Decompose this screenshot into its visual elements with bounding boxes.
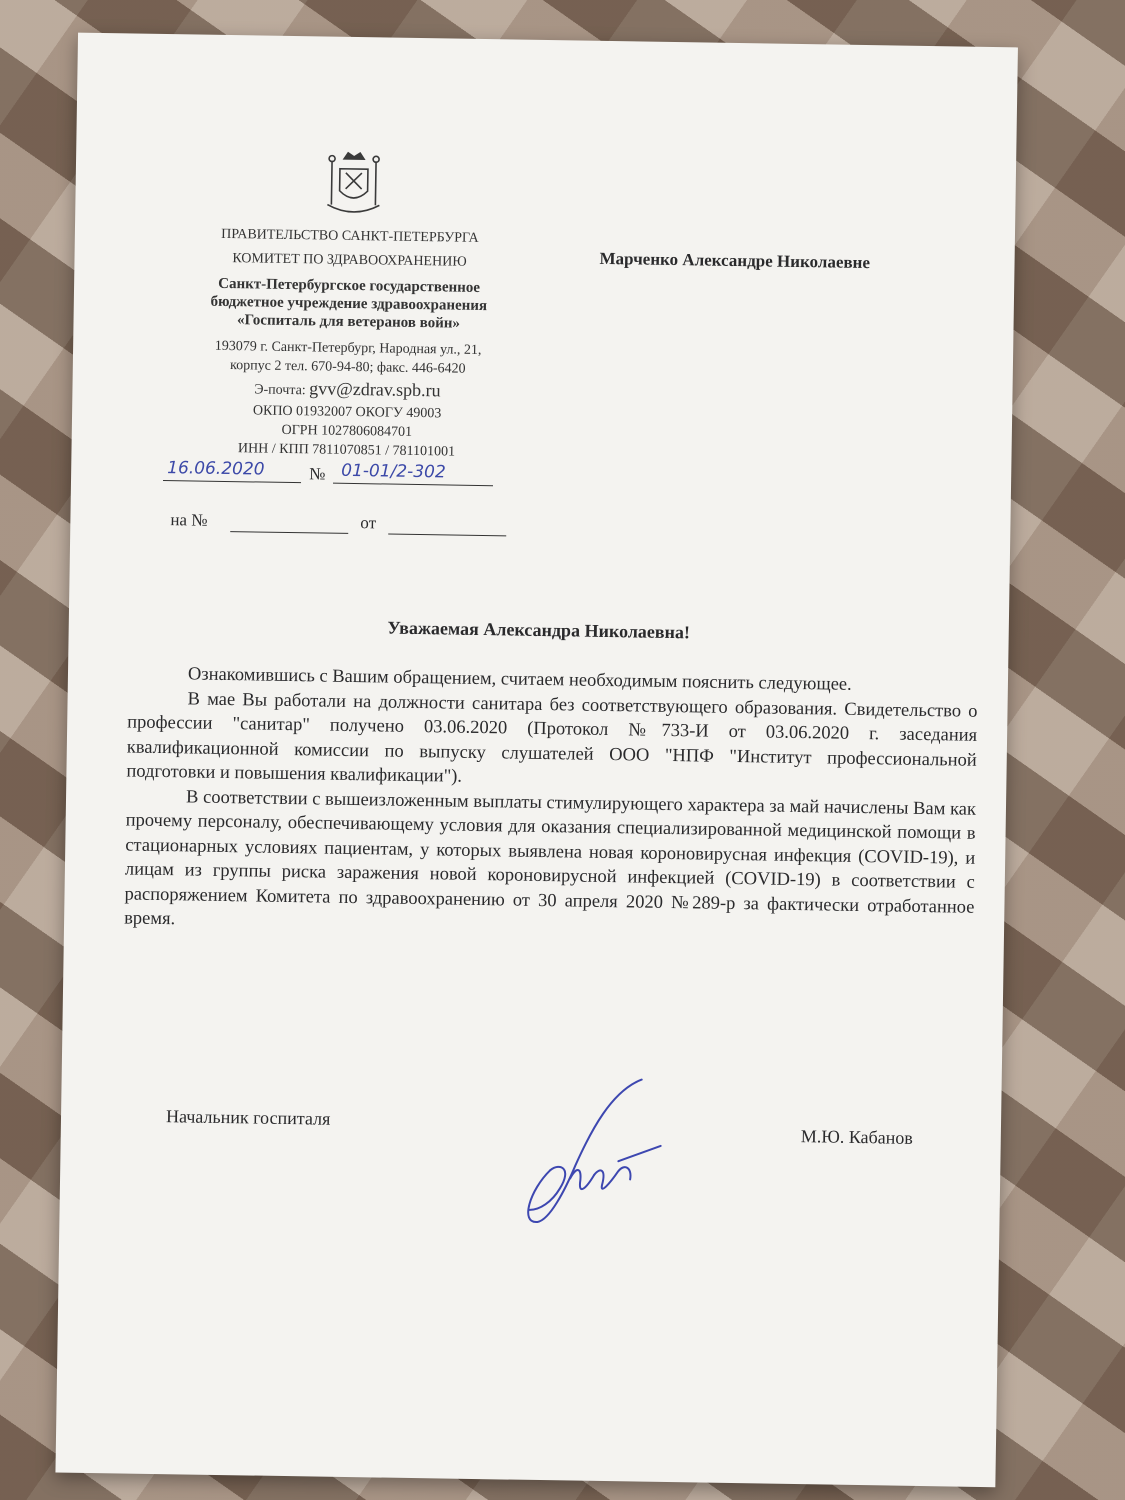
okpo-line: ОКПО 01932007 ОКОГУ 49003: [252, 403, 442, 422]
address-line1: 193079 г. Санкт-Петербург, Народная ул., 21,: [214, 338, 482, 358]
paragraph-1: Ознакомившись с Вашим обращением, считаем необходимым пояснить следующее.: [187, 664, 852, 695]
date-underline: [163, 480, 301, 483]
number-underline: [333, 483, 493, 487]
coat-of-arms-icon: [325, 149, 382, 218]
inn-line: ИНН / КПП 7811070851 / 781101001: [237, 441, 456, 460]
address-line2: корпус 2 тел. 670-94-80; факс. 446-6420: [229, 358, 466, 377]
letter-body: [124, 661, 978, 944]
committee-name: КОМИТЕТ ПО ЗДРАВООХРАНЕНИЮ: [232, 251, 467, 270]
org-name-line1: Санкт-Петербургское государственное: [218, 275, 481, 296]
org-name-line3: «Госпиталь для ветеранов войн»: [236, 312, 461, 332]
number-sign: №: [309, 464, 326, 484]
addressee: Марченко Александре Николаевне: [599, 248, 871, 273]
letter-page: [55, 33, 1018, 1488]
email-address: gvv@zdrav.spb.ru: [309, 378, 441, 401]
ref-date-label: от: [360, 513, 377, 533]
ref-number-label: на №: [170, 510, 208, 530]
greeting: Уважаемая Александра Николаевна!: [387, 617, 691, 643]
paragraph-3: В соответствии с вышеизложенным выплаты стимулирующего характера за май начислены Вам как прочему персоналу, обеспечивающему условия для оказания специализированной медицинской помощи в стационарных условиях пациентам, у которых выявлена новая короновирусная инфекция (COVID-19), и лицам из группы риска заражения новой короновирусной инфекцией (COVID-19) в соответствии с распоряжением Комитета по здравоохранению от 30 апреля 2020 №289-р за фактически отработанное время.: [123, 786, 977, 930]
signatory-position: Начальник госпиталя: [165, 1106, 331, 1129]
ogrn-line: ОГРН 1027806084701: [281, 422, 413, 440]
org-name-line2: бюджетное учреждение здравоохранения: [210, 293, 488, 315]
reg-date: 16.06.2020: [167, 458, 265, 480]
government-name: ПРАВИТЕЛЬСТВО САНКТ-ПЕТЕРБУРГА: [221, 226, 479, 246]
handwritten-signature-icon: [489, 1069, 681, 1232]
email-label: Э-почта:: [254, 382, 306, 399]
ref-date-blank: [388, 534, 506, 537]
reg-number: 01-01/2-302: [341, 460, 446, 483]
signatory-name: М.Ю. Кабанов: [800, 1126, 914, 1148]
ref-number-blank: [230, 531, 348, 534]
paragraph-2: В мае Вы работали на должности санитара без соответствующего образования. Свидетельство о профессии "санитар" получено 03.06.2020 (Протокол №733-И от 03.06.2020 г. заседания квалификационной комиссии по выпуску слушателей ООО "НПФ "Институт профессиональной подготовки и повышения квалификации").: [126, 688, 978, 787]
